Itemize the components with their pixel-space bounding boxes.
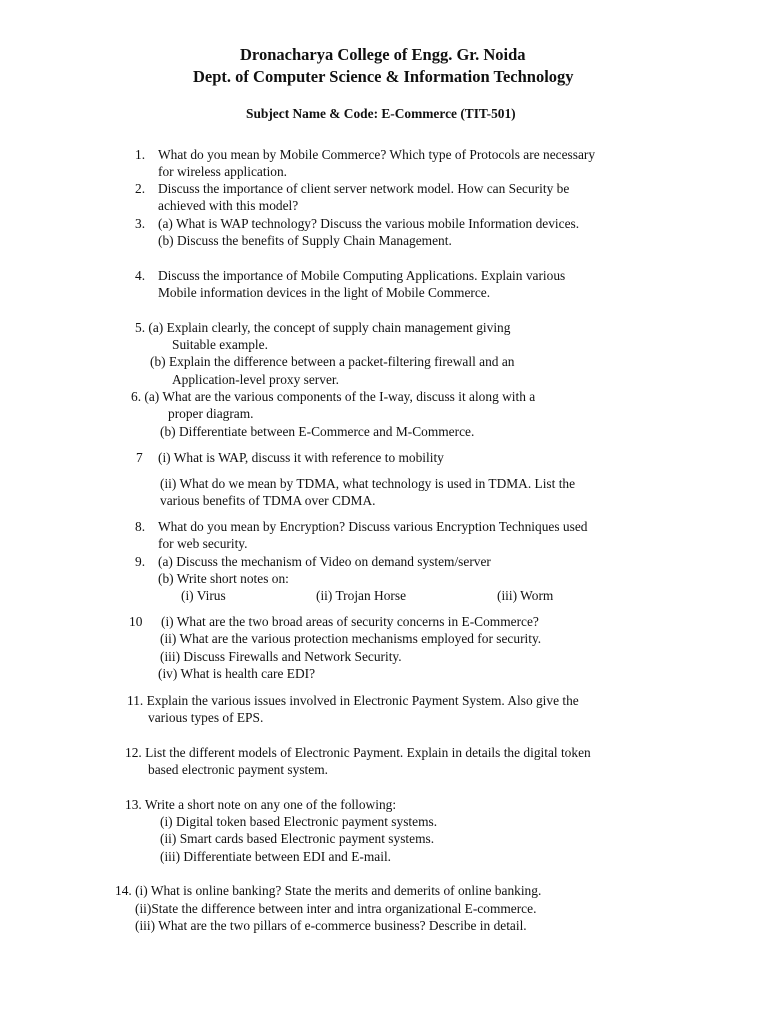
q8-line-1: What do you mean by Encryption? Discuss various Encryption Techniques used	[158, 519, 588, 534]
q13-line-1: 13. Write a short note on any one of the following:	[125, 797, 397, 812]
q10-part-ii: (ii) What are the various protection mechanisms employed for security.	[160, 631, 542, 646]
q13-part-ii: (ii) Smart cards based Electronic payment systems.	[160, 831, 435, 846]
q4-line-1: Discuss the importance of Mobile Computing Applications. Explain various	[158, 268, 566, 283]
q13-part-iii: (iii) Differentiate between EDI and E-mail.	[160, 849, 392, 864]
q2-line-1: Discuss the importance of client server network model. How can Security be	[158, 181, 570, 196]
college-name: Dronacharya College of Engg. Gr. Noida	[240, 45, 526, 64]
subject-line: Subject Name & Code: E-Commerce (TIT-501)	[246, 106, 516, 121]
q14-part-i: 14. (i) What is online banking? State the merits and demerits of online banking.	[115, 883, 542, 898]
q14-part-ii: (ii)State the difference between inter and intra organizational E-commerce.	[135, 901, 537, 916]
q3-part-a: (a) What is WAP technology? Discuss the various mobile Information devices.	[158, 216, 580, 231]
q4-line-2: Mobile information devices in the light of Mobile Commerce.	[158, 285, 491, 300]
q10-part-iii: (iii) Discuss Firewalls and Network Security.	[160, 649, 402, 664]
q5-part-a-line-2: Suitable example.	[172, 337, 268, 352]
q9-part-a: (a) Discuss the mechanism of Video on demand system/server	[158, 554, 491, 569]
q10-part-i: (i) What are the two broad areas of security concerns in E-Commerce?	[161, 614, 539, 629]
q11-line-2: various types of EPS.	[148, 710, 264, 725]
q5-part-a-line-1: 5. (a) Explain clearly, the concept of supply chain management giving	[135, 320, 511, 335]
q6-part-b: (b) Differentiate between E-Commerce and M-Commerce.	[160, 424, 475, 439]
q9-option-virus: (i) Virus	[181, 588, 226, 603]
q3-part-b: (b) Discuss the benefits of Supply Chain Management.	[158, 233, 452, 248]
q11-line-1: 11. Explain the various issues involved in Electronic Payment System. Also give the	[127, 693, 579, 708]
q5-part-b-line-2: Application-level proxy server.	[172, 372, 339, 387]
q12-line-1: 12. List the different models of Electronic Payment. Explain in details the digital token	[125, 745, 591, 760]
q1-line-2: for wireless application.	[158, 164, 288, 179]
q9-number: 9.	[135, 554, 146, 569]
q7-number: 7	[136, 450, 143, 465]
q14-part-iii: (iii) What are the two pillars of e-commerce business? Describe in detail.	[135, 918, 527, 933]
department-name: Dept. of Computer Science & Information Technology	[193, 67, 574, 86]
q8-line-2: for web security.	[158, 536, 248, 551]
q9-option-trojan: (ii) Trojan Horse	[316, 588, 407, 603]
q7-part-i: (i) What is WAP, discuss it with reference to mobility	[158, 450, 444, 465]
q7-part-ii-line-2: various benefits of TDMA over CDMA.	[160, 493, 376, 508]
q8-number: 8.	[135, 519, 146, 534]
q10-part-iv: (iv) What is health care EDI?	[158, 666, 316, 681]
q12-line-2: based electronic payment system.	[148, 762, 328, 777]
q2-number: 2.	[135, 181, 146, 196]
q5-part-b-line-1: (b) Explain the difference between a packet-filtering firewall and an	[150, 354, 515, 369]
q2-line-2: achieved with this model?	[158, 198, 299, 213]
q9-option-worm: (iii) Worm	[497, 588, 554, 603]
q1-number: 1.	[135, 147, 146, 162]
q3-number: 3.	[135, 216, 146, 231]
q9-part-b: (b) Write short notes on:	[158, 571, 289, 586]
q13-part-i: (i) Digital token based Electronic payment systems.	[160, 814, 438, 829]
q6-part-a-line-1: 6. (a) What are the various components of the I-way, discuss it along with a	[131, 389, 536, 404]
q10-number: 10	[129, 614, 143, 629]
q4-number: 4.	[135, 268, 146, 283]
q6-part-a-line-2: proper diagram.	[168, 406, 254, 421]
q7-part-ii-line-1: (ii) What do we mean by TDMA, what technology is used in TDMA. List the	[160, 476, 576, 491]
q1-line-1: What do you mean by Mobile Commerce? Which type of Protocols are necessary	[158, 147, 596, 162]
